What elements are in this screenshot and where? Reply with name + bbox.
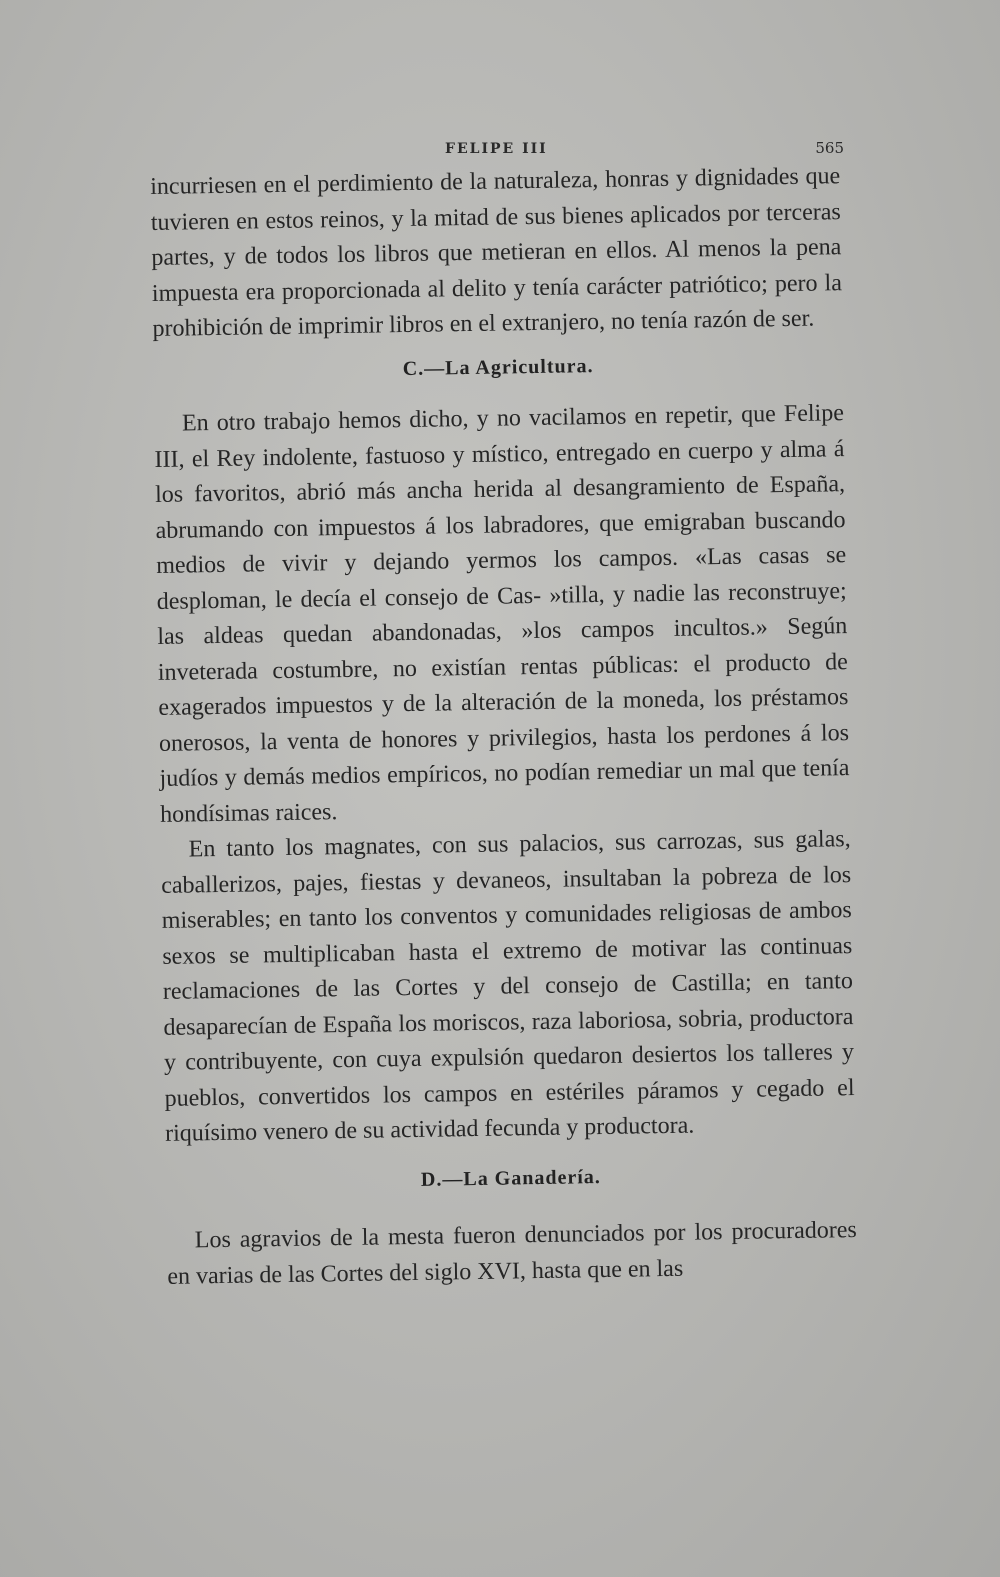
page-body	[150, 159, 858, 1295]
running-head: FELIPE III	[445, 141, 548, 157]
page-number: 565	[815, 139, 844, 157]
paragraph-agricultura-1: En otro trabajo hemos dicho, y no vacilamos en repetir, que Felipe III, el Rey indolente, fastuoso y místico, entregado en cuerpo y alma á los favoritos, abrió más ancha herida al desangramiento de España, abrumando con impuestos á los labradores, que emigraban buscando medios de vivir y dejando yermos los campos. «Las casas se desploman, le decía el consejo de Cas- »tilla, y nadie las reconstruye; las aldeas quedan abandonadas, »los campos incultos.» Según inveterada costumbre, no existían rentas públicas: el producto de exagerados impuestos y de la alteración de la moneda, los préstamos onerosos, la venta de honores y privilegios, hasta los perdones á los judíos y demás medios empíricos, no podían remediar un mal que tenía hondísimas raices.	[154, 400, 850, 828]
section-heading-agricultura: C.—La Agricultura.	[402, 354, 594, 380]
paragraph-ganaderia-1: Los agravios de la mesta fueron denunciados por los procuradores en varias de las Cortes del siglo XVI, hasta que en las	[167, 1217, 857, 1290]
paragraph-agricultura-2: En tanto los magnates, con sus palacios, sus carrozas, sus galas, caballerizos, pajes, fiestas y devaneos, insultaban la pobreza de los miserables; en tanto los conventos y comunidades religiosas de ambos sexos se multiplicaban hasta el extremo de motivar las continuas reclamaciones de las Cortes y del consejo de Castilla; en tanto desaparecían de España los moriscos, raza laboriosa, sobria, productora y contribuyente, con cuya expulsión quedaron desiertos los talleres y pueblos, convertidos los campos en estériles páramos y cegado el riquísimo venero de su actividad fecunda y productora.	[161, 826, 855, 1147]
section-heading-ganaderia: D.—La Ganadería.	[420, 1165, 601, 1191]
paragraph-continuation: incurriesen en el perdimiento de la naturaleza, honras y dignidades que tuvieren en estos reinos, y la mitad de sus bienes aplicados por terceras partes, y de todos los libros que metieran en ellos. Al menos la pena impuesta era proporcionada al delito y tenía carácter patriótico; pero la prohibición de imprimir libros en el extranjero, no tenía razón de ser.	[150, 163, 843, 342]
